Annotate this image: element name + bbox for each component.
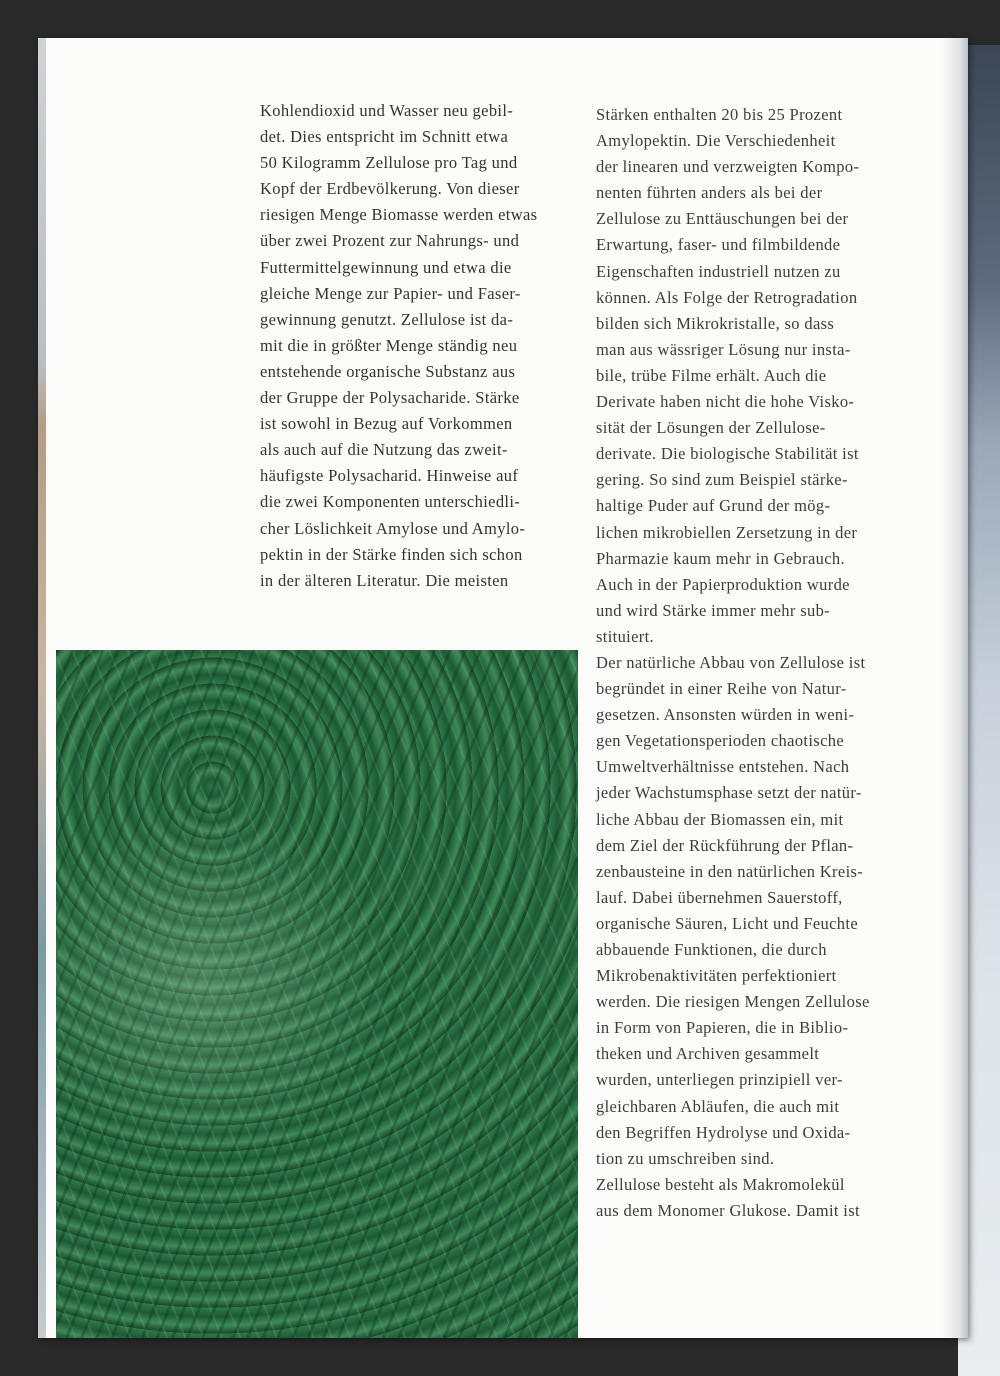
text-line: in Form von Papieren, die in Biblio- <box>596 1018 849 1038</box>
text-line: lauf. Dabei übernehmen Sauerstoff, <box>596 887 843 907</box>
text-line: jeder Wachstumsphase setzt der natür- <box>596 783 862 803</box>
text-line: pektin in der Stärke finden sich schon <box>260 544 523 564</box>
text-line: Futtermittelgewinnung und etwa die <box>260 257 512 277</box>
text-line: liche Abbau der Biomassen ein, mit <box>596 809 844 829</box>
text-line: tion zu umschreiben sind. <box>596 1148 775 1168</box>
text-line: gleichbaren Abläufen, die auch mit <box>596 1096 840 1116</box>
text-line: Pharmazie kaum mehr in Gebrauch. <box>596 548 845 568</box>
text-line: gesetzen. Ansonsten würden in weni- <box>596 705 855 725</box>
text-line: abbauende Funktionen, die durch <box>596 940 827 959</box>
text-line: Kopf der Erdbevölkerung. Von dieser <box>260 179 520 199</box>
text-line: können. Als Folge der Retrogradation <box>596 287 858 307</box>
text-line: Kohlendioxid und Wasser neu gebil- <box>260 101 514 120</box>
text-line: Eigenschaften industriell nutzen zu <box>596 261 841 281</box>
text-line: gewinnung genutzt. Zellulose ist da- <box>260 309 514 329</box>
text-line: als auch auf die Nutzung das zweit- <box>260 440 508 460</box>
text-line: dem Ziel der Rückführung der Pflan- <box>596 835 854 855</box>
text-line: cher Löslichkeit Amylose und Amylo- <box>260 518 526 538</box>
text-line: Umweltverhältnisse entstehen. Nach <box>596 757 850 777</box>
text-line: theken und Archiven gesammelt <box>596 1044 820 1064</box>
text-line: haltige Puder auf Grund der mög- <box>596 496 831 516</box>
text-line: gen Vegetationsperioden chaotische <box>596 731 845 751</box>
text-line: ist sowohl in Bezug auf Vorkommen <box>260 414 513 434</box>
text-line: über zwei Prozent zur Nahrungs- und <box>260 231 520 251</box>
text-line: sität der Lösungen der Zellulose- <box>596 418 826 438</box>
text-column-right <box>596 102 936 1224</box>
text-line: Derivate haben nicht die hohe Visko- <box>596 392 855 412</box>
text-line: entstehende organische Substanz aus <box>260 361 516 381</box>
text-line: Zellulose zu Enttäuschungen bei der <box>596 209 849 229</box>
text-line: lichen mikrobiellen Zersetzung in der <box>596 522 858 542</box>
text-line: organische Säuren, Licht und Feuchte <box>596 913 859 933</box>
text-line: bile, trübe Filme erhält. Auch die <box>596 365 827 385</box>
text-column-left <box>260 98 590 594</box>
text-line: Erwartung, faser- und filmbildende <box>596 235 841 255</box>
page-curl-shadow <box>942 38 968 1338</box>
forest-photo <box>56 650 578 1338</box>
page-spine-edge <box>38 38 46 1338</box>
text-line: bilden sich Mikrokristalle, so dass <box>596 313 835 333</box>
text-line: gleiche Menge zur Papier- und Faser- <box>260 283 521 303</box>
text-line: in der älteren Literatur. Die meisten <box>260 570 509 590</box>
text-line: der linearen und verzweigten Kompo- <box>596 157 860 177</box>
text-line: gering. So sind zum Beispiel stärke- <box>596 470 848 490</box>
text-line: und wird Stärke immer mehr sub- <box>596 600 831 620</box>
text-line: begründet in einer Reihe von Natur- <box>596 679 847 699</box>
text-line: Auch in der Papierproduktion wurde <box>596 574 850 594</box>
text-line: werden. Die riesigen Mengen Zellulose <box>596 992 870 1012</box>
text-line: Mikrobenaktivitäten perfektioniert <box>596 966 837 986</box>
text-line: man aus wässriger Lösung nur insta- <box>596 339 851 359</box>
text-line: Stärken enthalten 20 bis 25 Prozent <box>596 105 843 124</box>
text-line: 50 Kilogramm Zellulose pro Tag und <box>260 153 518 173</box>
text-line: mit die in größter Menge ständig neu <box>260 335 518 355</box>
text-line: stituiert. <box>596 626 655 646</box>
text-line: aus dem Monomer Glukose. Damit ist <box>596 1200 860 1220</box>
text-line: häufigste Polysacharid. Hinweise auf <box>260 466 519 486</box>
text-line: zenbausteine in den natürlichen Kreis- <box>596 861 864 881</box>
text-line: riesigen Menge Biomasse werden etwas <box>260 205 538 225</box>
text-line: nenten führten anders als bei der <box>596 183 823 203</box>
text-line: wurden, unterliegen prinzipiell ver- <box>596 1070 843 1090</box>
text-line: die zwei Komponenten unterschiedli- <box>260 492 521 512</box>
text-line: Der natürliche Abbau von Zellulose ist <box>596 652 866 672</box>
text-line: den Begriffen Hydrolyse und Oxida- <box>596 1122 851 1142</box>
text-line: Zellulose besteht als Makromolekül <box>596 1174 845 1194</box>
text-line: derivate. Die biologische Stabilität ist <box>596 444 859 464</box>
magazine-page <box>38 38 968 1338</box>
text-line: der Gruppe der Polysacharide. Stärke <box>260 388 520 408</box>
text-line: det. Dies entspricht im Schnitt etwa <box>260 127 509 147</box>
text-line: Amylopektin. Die Verschiedenheit <box>596 131 836 151</box>
